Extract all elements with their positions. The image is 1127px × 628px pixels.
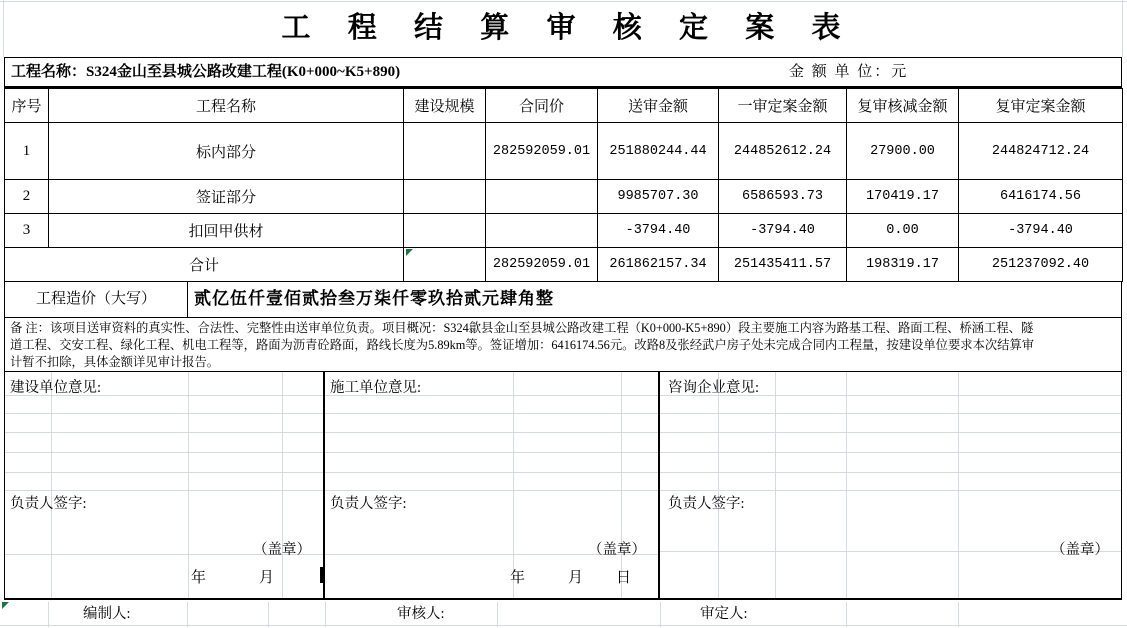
contractor-opinion-box bbox=[325, 372, 660, 600]
cell-review-reduction: 27900.00 bbox=[847, 123, 959, 180]
cell-submitted: 251880244.44 bbox=[598, 123, 719, 180]
remarks-line: 计暂不扣除，具体金额详见审计报告。 bbox=[10, 355, 220, 369]
col-header-no: 序号 bbox=[5, 89, 49, 123]
sheet-gridline bbox=[188, 372, 189, 598]
col-header-name: 工程名称 bbox=[49, 89, 404, 123]
cell-first-audit: 6586593.73 bbox=[719, 180, 847, 214]
opinion-title: 咨询企业意见: bbox=[668, 380, 760, 396]
sheet-gridline bbox=[660, 490, 1121, 491]
sheet-gridline bbox=[268, 602, 269, 627]
opinion-title: 施工单位意见: bbox=[330, 380, 422, 396]
approver-label: 审定人: bbox=[700, 606, 748, 622]
sheet-gridline bbox=[660, 472, 1121, 473]
cell-no: 2 bbox=[5, 180, 49, 214]
construction-unit-opinion-box bbox=[4, 372, 325, 600]
total-review-reduction: 198319.17 bbox=[847, 248, 959, 282]
total-label: 合计 bbox=[5, 248, 404, 282]
cell-contract bbox=[486, 180, 598, 214]
amount-unit-label: 金 额 单 位：元 bbox=[789, 64, 909, 80]
cell-error-indicator-icon bbox=[406, 249, 413, 256]
sheet-gridline bbox=[660, 413, 1121, 414]
sheet-gridline bbox=[187, 602, 188, 627]
cell-submitted: -3794.40 bbox=[598, 214, 719, 248]
cell-first-audit: -3794.40 bbox=[719, 214, 847, 248]
signature-label: 负责人签字: bbox=[10, 496, 87, 512]
table-row bbox=[5, 123, 1123, 180]
date-year-label: 年 bbox=[191, 570, 207, 586]
clipped-day-glyph bbox=[320, 567, 324, 583]
table-header-row bbox=[5, 89, 1123, 123]
cell-scale bbox=[404, 123, 486, 180]
amount-in-words-row bbox=[4, 281, 1122, 318]
cell-review-final: -3794.40 bbox=[959, 214, 1123, 248]
col-header-scale: 建设规模 bbox=[404, 89, 486, 123]
cell-contract bbox=[486, 214, 598, 248]
total-scale bbox=[404, 248, 486, 282]
sheet-gridline bbox=[325, 432, 658, 433]
sheet-gridline bbox=[660, 602, 661, 627]
total-first-audit: 251435411.57 bbox=[719, 248, 847, 282]
col-header-first-audit: 一审定案金额 bbox=[719, 89, 847, 123]
cell-review-final: 244824712.24 bbox=[959, 123, 1123, 180]
sheet-gridline bbox=[846, 372, 847, 598]
reviewer-label: 审核人: bbox=[397, 606, 445, 622]
remarks-line: 道工程、交安工程、绿化工程、机电工程等，路面为沥青砼路面，路线长度为5.89km等。签证增加：6416174.56元。改路8及张经武户房子处未完成合同内工程量，按建设单位要求本次结算审 bbox=[10, 338, 1035, 352]
cell-submitted: 9985707.30 bbox=[598, 180, 719, 214]
settlement-table bbox=[4, 88, 1123, 282]
seal-label: （盖章） bbox=[1051, 542, 1109, 558]
cell-name: 标内部分 bbox=[49, 123, 404, 180]
sheet-gridline bbox=[5, 432, 323, 433]
col-header-review-reduction: 复审核减金额 bbox=[847, 89, 959, 123]
sheet-gridline bbox=[660, 452, 1121, 453]
table-total-row bbox=[5, 248, 1123, 282]
date-year-label: 年 bbox=[510, 570, 526, 586]
sheet-gridline bbox=[5, 452, 323, 453]
sheet-gridline bbox=[325, 472, 658, 473]
cell-review-reduction: 0.00 bbox=[847, 214, 959, 248]
sheet-gridline bbox=[660, 432, 1121, 433]
cell-name: 签证部分 bbox=[49, 180, 404, 214]
page-title: 工 程 结 算 审 核 定 案 表 bbox=[281, 12, 856, 44]
sheet-gridline bbox=[958, 602, 959, 627]
cell-first-audit: 244852612.24 bbox=[719, 123, 847, 180]
sheet-gridline bbox=[325, 602, 326, 627]
cell-no: 1 bbox=[5, 123, 49, 180]
project-name-label: 工程名称：S324金山至县城公路改建工程(K0+000~K5+890) bbox=[11, 64, 401, 80]
sheet-gridline bbox=[5, 490, 323, 491]
cell-name: 扣回甲供材 bbox=[49, 214, 404, 248]
sheet-gridline bbox=[497, 602, 498, 627]
remarks-block bbox=[4, 318, 1122, 372]
table-row bbox=[5, 180, 1123, 214]
sheet-gridline bbox=[775, 372, 776, 598]
opinion-title: 建设单位意见: bbox=[10, 380, 102, 396]
date-month-label: 月 bbox=[259, 570, 275, 586]
seal-label: （盖章） bbox=[253, 542, 311, 558]
sheet-gridline bbox=[5, 413, 323, 414]
sheet-gridline bbox=[282, 372, 283, 598]
date-day-label: 日 bbox=[616, 570, 632, 586]
cell-error-indicator-icon bbox=[2, 602, 9, 609]
cell-review-reduction: 170419.17 bbox=[847, 180, 959, 214]
cell-no: 3 bbox=[5, 214, 49, 248]
sheet-gridline bbox=[48, 602, 49, 627]
sheet-gridline bbox=[621, 372, 622, 598]
total-contract: 282592059.01 bbox=[486, 248, 598, 282]
cell-review-final: 6416174.56 bbox=[959, 180, 1123, 214]
cell-scale bbox=[404, 180, 486, 214]
sheet-gridline bbox=[51, 372, 52, 598]
amount-in-words-label: 工程造价（大写） bbox=[5, 281, 188, 317]
date-month-label: 月 bbox=[568, 570, 584, 586]
subheader-row bbox=[4, 57, 1122, 88]
signature-label: 负责人签字: bbox=[668, 496, 745, 512]
col-header-review-final: 复审定案金额 bbox=[959, 89, 1123, 123]
consultant-opinion-box bbox=[660, 372, 1122, 600]
sheet-gridline bbox=[325, 413, 658, 414]
total-review-final: 251237092.40 bbox=[959, 248, 1123, 282]
cell-scale bbox=[404, 214, 486, 248]
preparer-label: 编制人: bbox=[83, 606, 131, 622]
sheet-gridline bbox=[0, 625, 1127, 626]
remarks-line: 备 注：该项目送审资料的真实性、合法性、完整性由送审单位负责。项目概况：S324歙县金山至县城公路改建工程（K0+000-K5+890）段主要施工内容为路基工程、路面工程、桥涵工程、隧 bbox=[10, 321, 1034, 335]
sheet-gridline bbox=[958, 372, 959, 598]
sheet-gridline bbox=[513, 372, 514, 598]
sheet-gridline bbox=[325, 452, 658, 453]
signature-label: 负责人签字: bbox=[330, 496, 407, 512]
amount-in-words-value: 贰亿伍仟壹佰贰拾叁万柒仟零玖拾贰元肆角整 bbox=[194, 289, 554, 308]
table-row bbox=[5, 214, 1123, 248]
sheet-gridline bbox=[325, 490, 658, 491]
sheet-gridline bbox=[846, 602, 847, 627]
col-header-submitted: 送审金额 bbox=[598, 89, 719, 123]
sheet-gridline bbox=[5, 472, 323, 473]
cell-contract: 282592059.01 bbox=[486, 123, 598, 180]
sheet-gridline bbox=[718, 372, 719, 598]
col-header-contract: 合同价 bbox=[486, 89, 598, 123]
total-submitted: 261862157.34 bbox=[598, 248, 719, 282]
seal-label: （盖章） bbox=[588, 542, 646, 558]
footer-signers-row bbox=[0, 600, 1127, 628]
